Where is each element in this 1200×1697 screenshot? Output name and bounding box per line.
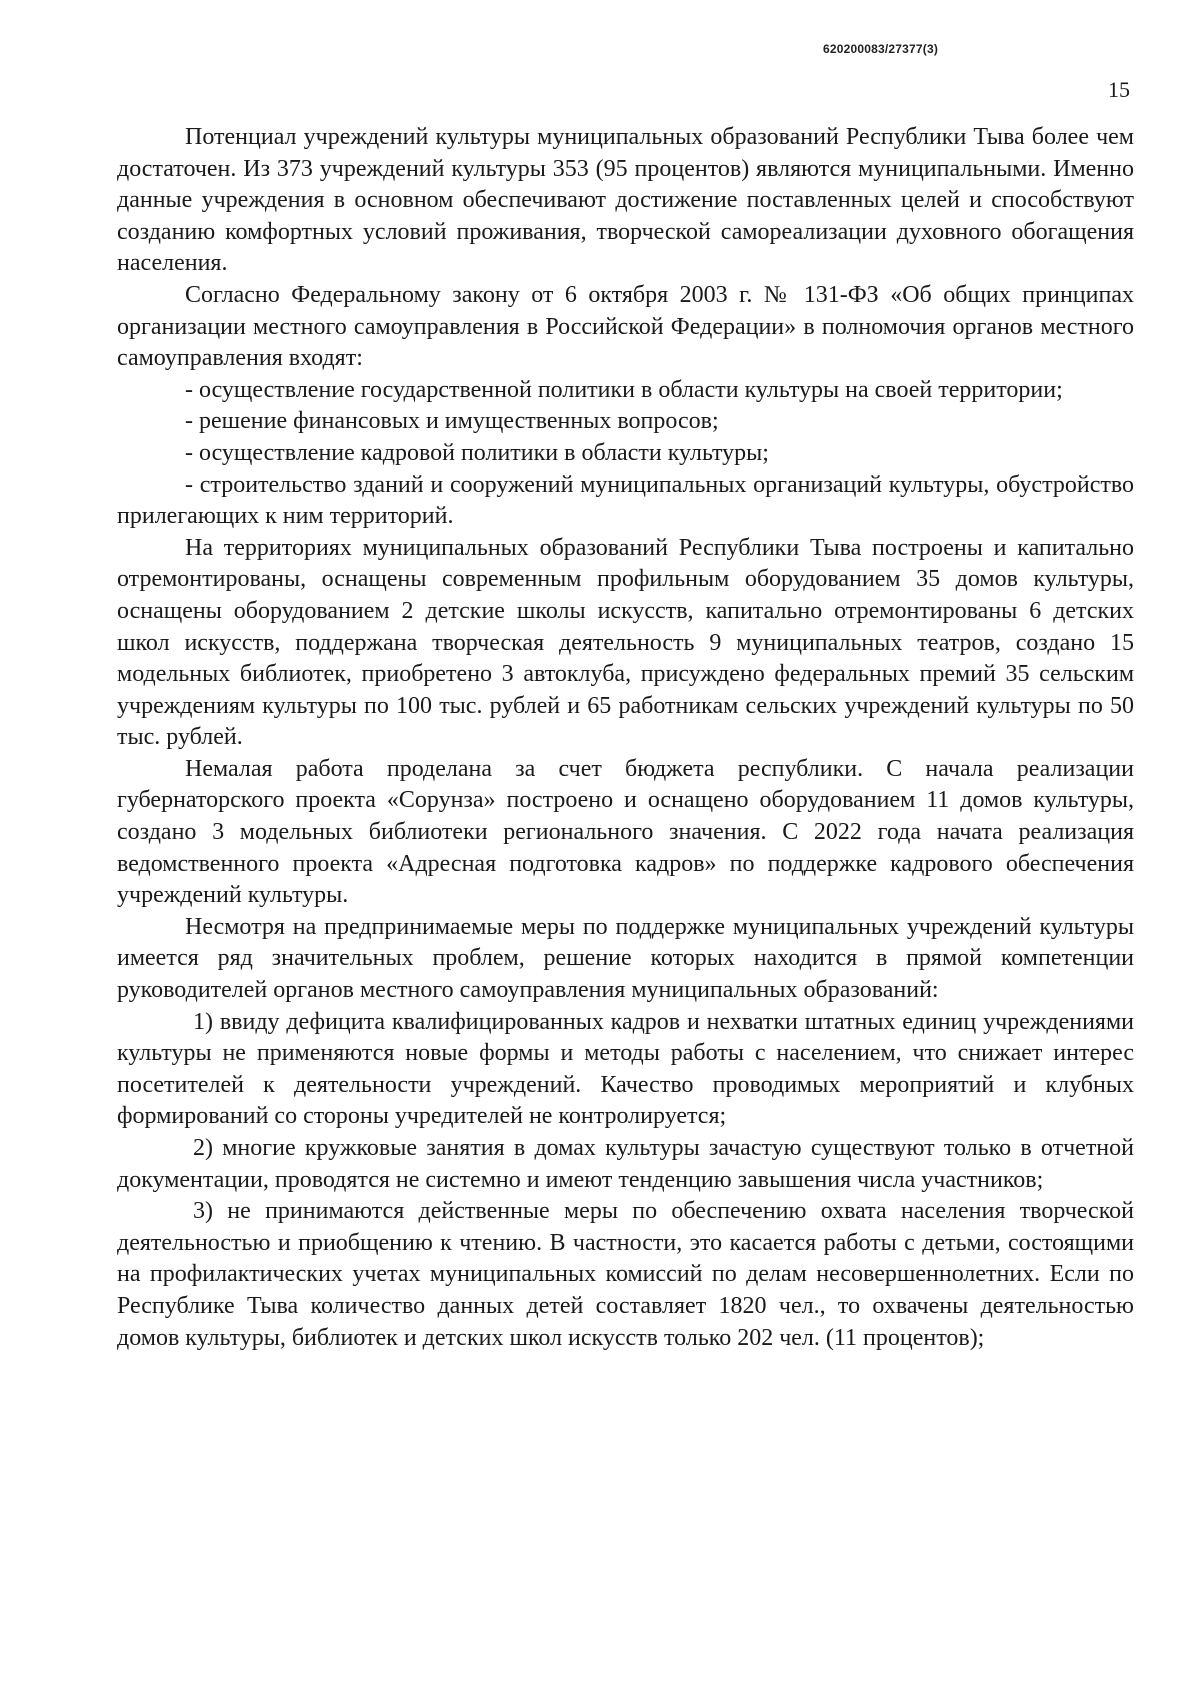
paragraph-problems-intro: Несмотря на предпринимаемые меры по поддержке муниципальных учреждений культуры имеется ряд значительных проблем, решение которых находится в прямой компетенции руководителей органов местного самоуправления муниципальных образований: <box>117 913 1134 1004</box>
paragraph-republic-budget: Немалая работа проделана за счет бюджета республики. С начала реализации губернаторского проекта «Сорунза» построено и оснащено оборудованием 11 домов культуры, создано 3 модельных библиотеки регионального значения. С 2022 года начата реализация ведомственного проекта «Адресная подготовка кадров» по поддержке кадрового обеспечения учреждений культуры. <box>117 755 1134 909</box>
document-body <box>117 122 1134 1354</box>
problem-item-1: 1) ввиду дефицита квалифицированных кадров и нехватки штатных единиц учреждениями культуры не применяются новые формы и методы работы с населением, что снижает интерес посетителей к деятельности учреждений. Качество проводимых мероприятий и клубных формирований со стороны учредителей не контролируется; <box>117 1008 1134 1130</box>
list-item-construction: - строительство зданий и сооружений муниципальных организаций культуры, обустройство прилегающих к ним территорий. <box>117 471 1134 530</box>
paragraph-potential: Потенциал учреждений культуры муниципальных образований Республики Тыва более чем достаточен. Из 373 учреждений культуры 353 (95 процентов) являются муниципальными. Именно данные учреждения в основном обеспечивают достижение поставленных целей и способствуют созданию комфортных условий проживания, творческой самореализации духовного обогащения населения. <box>117 124 1134 277</box>
list-item-state-policy: - осуществление государственной политики в области культуры на своей территории; <box>185 376 1063 403</box>
list-item-personnel: - осуществление кадровой политики в области культуры; <box>185 439 769 466</box>
page-number: 15 <box>1108 77 1130 102</box>
paragraph-federal-law: Согласно Федеральному закону от 6 октября 2003 г. № 131-ФЗ «Об общих принципах организации местного самоуправления в Российской Федерации» в полномочия органов местного самоуправления входят: <box>117 281 1134 372</box>
paragraph-achievements: На территориях муниципальных образований Республики Тыва построены и капитально отремонтированы, оснащены современным профильным оборудованием 35 домов культуры, оснащены оборудованием 2 детские школы искусств, капитально отремонтированы 6 детских школ искусств, поддержана творческая деятельность 9 муниципальных театров, создано 15 модельных библиотек, приобретено 3 автоклуба, присуждено федеральных премий 35 сельским учреждениям культуры по 100 тыс. рублей и 65 работникам сельских учреждений культуры по 50 тыс. рублей. <box>117 534 1134 751</box>
problem-item-3: 3) не принимаются действенные меры по обеспечению охвата населения творческой деятельностью и приобщению к чтению. В частности, это касается работы с детьми, состоящими на профилактических учетах муниципальных комиссий по делам несовершеннолетних. Если по Республике Тыва количество данных детей составляет 1820 чел., то охвачены деятельностью домов культуры, библиотек и детских школ искусств только 202 чел. (11 процентов); <box>117 1198 1134 1351</box>
list-item-financial: - решение финансовых и имущественных вопросов; <box>185 408 719 435</box>
document-id: 620200083/27377(3) <box>823 42 939 56</box>
problem-item-2: 2) многие кружковые занятия в домах культуры зачастую существуют только в отчетной документации, проводятся не системно и имеют тенденцию завышения числа участников; <box>117 1135 1134 1193</box>
